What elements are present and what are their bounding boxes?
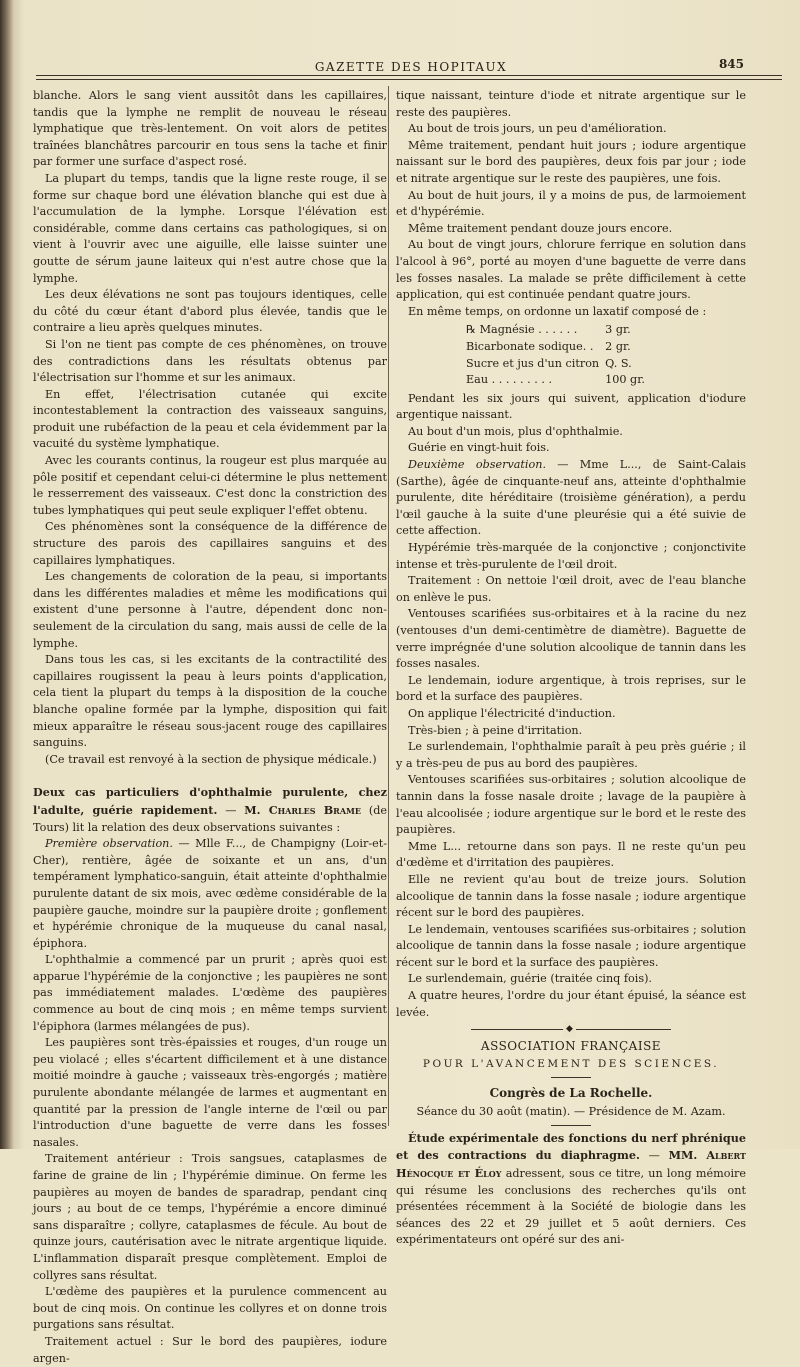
paragraph: Pendant les six jours qui suivent, application d'iodure argentique naissant. [396, 391, 746, 422]
dash: — [639, 1149, 669, 1163]
header-rule [36, 75, 782, 76]
paragraph: Dans tous les cas, si les excitants de la contractilité des capillaires rougissent la peau à leurs points d'application, cela tient la plupart du temps à la disposition de la couche blanche opaline formée par la lymphe, disposition qui fait mieux apparaître le réseau sous-jacent rouge des capillaires sanguins. [33, 653, 387, 750]
page-number: 845 [718, 57, 744, 71]
paragraph: tique naissant, teinture d'iode et nitrate argentique sur le reste des paupières. [396, 89, 746, 119]
paragraph: Traitement antérieur : Trois sangsues, cataplasmes de farine de graine de lin ; l'hypérémie diminue. On ferme les paupières au moyen de bandes de sparadrap, pendant cinq jours ; au bout de ce temps, l'hypérémie a encore diminué sans disparaître ; collyre, cataplasmes de fécule. Au bout de quinze jours, cautérisation avec le nitrate argentique liquide. L'inflammation disparaît presque complètement. Emploi de collyres sans résultat. [33, 1152, 387, 1282]
recipe-qty: 3 gr. [605, 323, 631, 337]
journal-title: GAZETTE DES HOPITAUX [314, 60, 508, 74]
right-column [396, 88, 746, 1249]
observation-text: — Mme L..., de Saint-Calais (Sarthe), âgée de cinquante-neuf ans, atteinte d'ophthalmie purulente, dite héréditaire (troisième génération), a perdu l'œil gauche à la suite d'une pleurésie qui a été suivie de cette affection. [396, 458, 746, 538]
dash: — [217, 803, 245, 817]
paragraph: La plupart du temps, tandis que la ligne reste rouge, il se forme sur chaque bord une élévation blanche qui est due à l'accumulation de la lymphe. Lorsque l'élévation est considérable, comme dans certains cas pathologiques, si on vient à l'ouvrir avec une aiguille, elle laisse suinter une goutte de sérum jaune laiteux qui n'est autre chose que la lymphe. [33, 171, 387, 285]
paragraph: Le surlendemain, guérie (traitée cinq fois). [408, 972, 652, 986]
recipe-item: ℞ Magnésie . . . . . . [466, 323, 578, 337]
table-row [466, 322, 651, 339]
recipe-item: Eau . . . . . . . . . [466, 373, 553, 387]
article-title: Deux cas particuliers d'ophthalmie purulente, chez l'adulte, guérie rapidement. [33, 785, 387, 817]
paragraph: On applique l'électricité d'induction. [408, 706, 616, 720]
short-rule [551, 1077, 591, 1078]
paragraph: Même traitement, pendant huit jours ; iodure argentique naissant sur le bord des paupières, deux fois par jour ; iode et nitrate argentique sur le reste des paupières, une fois. [396, 138, 746, 185]
paragraph: Ventouses scarifiées sus-orbitaires ; solution alcoolique de tannin dans la fosse nasale droite ; lavage de la paupière à l'eau alcoolisée ; iodure argentique sur le bord et le reste des paupières. [396, 773, 746, 837]
paragraph: Au bout de huit jours, il y a moins de pus, de larmoiement et d'hypérémie. [396, 188, 746, 219]
paragraph: (Ce travail est renvoyé à la section de physique médicale.) [45, 752, 377, 766]
recipe-qty: Q. S. [605, 356, 632, 370]
paragraph: L'ophthalmie a commencé par un prurit ; après quoi est apparue l'hypérémie de la conjonctive ; les paupières ne sont pas immédiatement malades. L'œdème des paupières commence au bout de cinq mois ; en même temps survient l'épiphora (larmes mélangées de pus). [33, 953, 387, 1033]
paragraph: Elle ne revient qu'au bout de treize jours. Solution alcoolique de tannin dans la fosse nasale ; iodure argentique récent sur le bord des paupières. [396, 872, 746, 920]
header-rule-thin [36, 79, 782, 80]
recipe-qty: 2 gr. [605, 339, 631, 353]
section-ornament [471, 1027, 671, 1031]
spacer [33, 768, 387, 784]
table-row [466, 339, 651, 356]
section-subtitle: POUR L'AVANCEMENT DES SCIENCES. [422, 1058, 720, 1071]
paragraph: Ventouses scarifiées sus-orbitaires et à la racine du nez (ventouses d'un demi-centimètre de diamètre). Baguette de verre imprégnée d'une solution alcoolique de tannin dans les fosses nasales. [396, 607, 746, 671]
table-row [466, 372, 651, 389]
paragraph: Si l'on ne tient pas compte de ces phénomènes, on trouve des contradictions dans les résultats obtenus par l'électrisation sur l'homme et sur les animaux. [33, 337, 387, 385]
article-author: M. Charles Brame [244, 802, 361, 817]
paragraph: Le lendemain, ventouses scarifiées sus-orbitaires ; solution alcoolique de tannin dans la fosse nasale ; iodure argentique récent sur le bord et la surface des paupières. [396, 922, 746, 969]
left-column [33, 88, 387, 1367]
recipe-qty: 100 gr. [605, 373, 645, 387]
prescription-table [466, 322, 651, 388]
observation-1 [33, 836, 387, 952]
paragraph: Le surlendemain, l'ophthalmie paraît à peu près guérie ; il y a très-peu de pus au bord des paupières. [396, 740, 746, 770]
recipe-item: Sucre et jus d'un citron [466, 356, 600, 370]
section-title: ASSOCIATION FRANÇAISE [480, 1039, 662, 1054]
paragraph: Le lendemain, iodure argentique, à trois reprises, sur le bord et la surface des paupières. [396, 673, 746, 704]
recipe-item: Bicarbonate sodique. . [466, 339, 594, 353]
table-row [466, 356, 651, 373]
column-divider [388, 86, 389, 1126]
article-text: adressent, sous ce titre, un long mémoire qui résume les conclusions des recherches qu'ils ont présentées récemment à la Société de biologie dans les séances des 22 et 29 juillet et 5 août derniers. Ces expérimentateurs ont opéré sur des ani- [396, 1167, 746, 1247]
paragraph: Au bout d'un mois, plus d'ophthalmie. [408, 424, 623, 438]
paragraph: A quatre heures, l'ordre du jour étant épuisé, la séance est levée. [396, 989, 746, 1019]
paragraph: Mme L... retourne dans son pays. Il ne reste qu'un peu d'œdème et d'irritation des paupières. [396, 839, 746, 870]
paragraph: Hypérémie très-marquée de la conjonctive ; conjonctivite intense et très-purulente de l'œil droit. [396, 541, 746, 571]
paragraph: Très-bien ; à peine d'irritation. [408, 723, 583, 737]
paragraph: Au bout de vingt jours, chlorure ferrique en solution dans l'alcool à 96°, porté au moyen d'une baguette de verre dans les fosses nasales. La malade se prête difficilement à cette application, qui est continuée pendant quatre jours. [396, 238, 746, 302]
observation-label: Première observation. [45, 837, 173, 851]
paragraph: Au bout de trois jours, un peu d'amélioration. [408, 122, 667, 136]
paragraph: En effet, l'électrisation cutanée qui excite incontestablement la contraction des vaisseaux sanguins, produit une rubéfaction de la peau et cela évidemment par la vacuité du système lymphatique. [33, 387, 387, 451]
paragraph: En même temps, on ordonne un laxatif composé de : [408, 304, 707, 318]
paragraph: Traitement actuel : Sur le bord des paupières, iodure argen- [33, 1334, 387, 1365]
congress-title: Congrès de La Rochelle. [489, 1086, 653, 1101]
observation-label: Deuxième observation. [408, 458, 546, 472]
article-author-tail: (de Tours) lit la relation des deux observations suivantes : [33, 803, 387, 834]
paragraph: Les paupières sont très-épaissies et rouges, d'un rouge un peu violacé ; elles s'écartent difficilement et à une distance moitié moindre à gauche ; vaisseaux très-engorgés ; matière purulente abondante mélangée de larmes et augmentant en quantité par la pression de l'angle interne de l'œil ou par l'introduction d'une baguette de verre dans les fosses nasales. [33, 1036, 387, 1149]
paragraph: Ces phénomènes sont la conséquence de la différence de structure des parois des capillaires sanguins et des capillaires lymphatiques. [33, 520, 387, 567]
paragraph: Même traitement pendant douze jours encore. [408, 221, 673, 235]
observation-text: — Mlle F..., de Champigny (Loir-et-Cher), rentière, âgée de soixante et un ans, d'un tempérament lymphatico-sanguin, était atteinte d'ophthalmie purulente datant de six mois, avec œdème considérable de la paupière gauche, moindre sur la paupière droite ; gonflement et hypérémie chronique de la muqueuse du canal nasal, épiphora. [33, 837, 388, 950]
article-paragraph [396, 1130, 746, 1249]
short-rule [551, 1125, 591, 1126]
running-head [40, 56, 782, 76]
paragraph: L'œdème des paupières et la purulence commencent au bout de cinq mois. On continue les collyres et on donne trois purgations sans résultat. [33, 1285, 387, 1332]
session-line: Séance du 30 août (matin). — Présidence de M. Azam. [416, 1105, 726, 1119]
paragraph: Les changements de coloration de la peau, si importants dans les différentes maladies et même les modifications qui existent d'une personne à l'autre, dépendent donc non-seulement de la circulation du sang, mais aussi de celle de la lymphe. [33, 570, 387, 650]
paragraph: Guérie en vingt-huit fois. [408, 441, 550, 455]
paragraph: Les deux élévations ne sont pas toujours identiques, celle du côté du cœur étant d'abord plus élevée, tandis que le contraire a lieu après quelques minutes. [33, 288, 387, 335]
paragraph: Traitement : On nettoie l'œil droit, avec de l'eau blanche on enlève le pus. [396, 574, 746, 604]
article-heading [33, 784, 387, 836]
paragraph: blanche. Alors le sang vient aussitôt dans les capillaires, tandis que la lymphe ne remplit de nouveau le réseau lymphatique que très-lentement. On voit alors de petites traînées blanchâtres parcourir en tous sens la tache et finir par former une surface d'aspect rosé. [33, 89, 387, 169]
observation-2 [396, 457, 746, 540]
paragraph: Avec les courants continus, la rougeur est plus marquée au pôle positif et cependant celui-ci détermine le plus nettement le resserrement des vaisseaux. C'est donc la constriction des tubes lymphatiques qui peut seule expliquer l'effet obtenu. [33, 454, 387, 517]
article-title: Étude expérimentale des fonctions du nerf phrénique et des contractions du diaphragme. [396, 1130, 746, 1163]
article-authors: MM. Albert Hénocque et Éloy [396, 1148, 746, 1181]
